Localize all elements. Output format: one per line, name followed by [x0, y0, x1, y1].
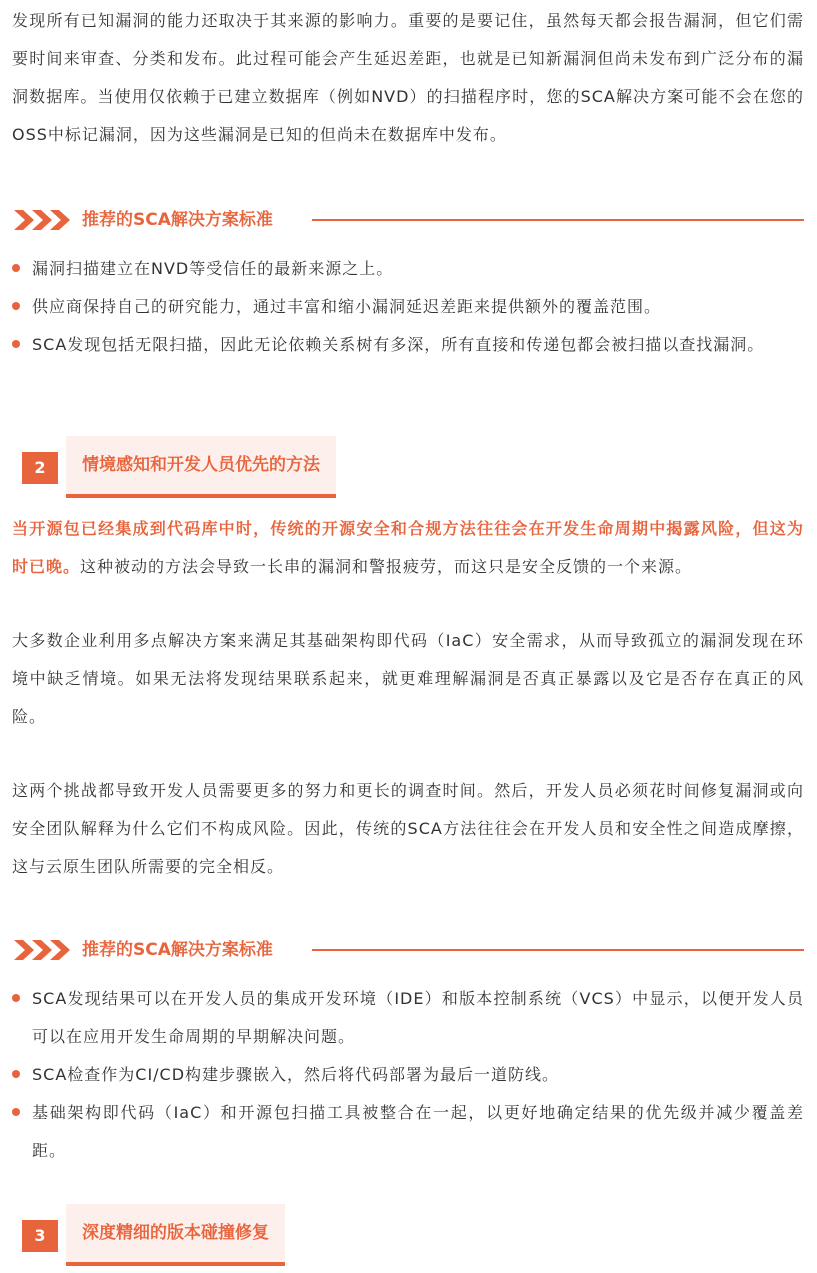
section-number-badge: 3: [22, 1220, 58, 1252]
section-heading-2: [22, 436, 382, 500]
subheader-title: 推荐的SCA解决方案标准: [82, 210, 273, 230]
list-item: SCA发现结果可以在开发人员的集成开发环境（IDE）和版本控制系统（VCS）中显示，以便开发人员可以在应用开发生命周期的早期解决问题。: [12, 980, 804, 1056]
triple-chevron-right-icon: [14, 210, 76, 230]
criteria-list-2: [12, 980, 804, 1170]
highlighted-text: 当开源包已经集成到代码库中时，传统的开源安全和合规方法往往会在开发生命周期中揭露风险，但这为时已晚。: [12, 519, 804, 576]
subheader-divider: [312, 219, 804, 221]
paragraph-vuln-sources: 发现所有已知漏洞的能力还取决于其来源的影响力。重要的是要记住，虽然每天都会报告漏洞，但它们需要时间来审查、分类和发布。此过程可能会产生延迟差距，也就是已知新漏洞但尚未发布到广泛分布的漏洞数据库。当使用仅依赖于已建立数据库（例如NVD）的扫描程序时，您的SCA解决方案可能不会在您的OSS中标记漏洞，因为这些漏洞是已知的但尚未在数据库中发布。: [12, 11, 804, 144]
section-title: 深度精细的版本碰撞修复: [82, 1223, 269, 1243]
orange-dot-icon: [12, 1108, 20, 1116]
orange-dot-icon: [12, 340, 20, 348]
subheader-divider: [312, 949, 804, 951]
section-heading-3: [22, 1204, 382, 1268]
subheader-recommended-criteria-1: [12, 206, 804, 234]
list-item: SCA发现包括无限扫描，因此无论依赖关系树有多深，所有直接和传递包都会被扫描以查找漏洞。: [12, 326, 804, 364]
paragraph-friction: 这两个挑战都导致开发人员需要更多的努力和更长的调查时间。然后，开发人员必须花时间修复漏洞或向安全团队解释为什么它们不构成风险。因此，传统的SCA方法往往会在开发人员和安全性之间造成摩擦，这与云原生团队所需要的完全相反。: [12, 781, 804, 876]
list-item: 供应商保持自己的研究能力，通过丰富和缩小漏洞延迟差距来提供额外的覆盖范围。: [12, 288, 804, 326]
paragraph-iac-context: 大多数企业利用多点解决方案来满足其基础架构即代码（IaC）安全需求，从而导致孤立的漏洞发现在环境中缺乏情境。如果无法将发现结果联系起来，就更难理解漏洞是否真正暴露以及它是否存在真正的风险。: [12, 631, 804, 726]
orange-dot-icon: [12, 1070, 20, 1078]
section-title-box: [66, 436, 336, 498]
list-item: 漏洞扫描建立在NVD等受信任的最新来源之上。: [12, 250, 804, 288]
orange-dot-icon: [12, 302, 20, 310]
orange-dot-icon: [12, 994, 20, 1002]
paragraph-passive-approach: [12, 510, 804, 586]
orange-dot-icon: [12, 264, 20, 272]
section-title: 情境感知和开发人员优先的方法: [82, 455, 320, 475]
subheader-recommended-criteria-2: [12, 936, 804, 964]
triple-chevron-right-icon: [14, 940, 76, 960]
list-item: SCA检查作为CI/CD构建步骤嵌入，然后将代码部署为最后一道防线。: [12, 1056, 804, 1094]
list-item: 基础架构即代码（IaC）和开源包扫描工具被整合在一起，以更好地确定结果的优先级并减少覆盖差距。: [12, 1094, 804, 1170]
subheader-title: 推荐的SCA解决方案标准: [82, 940, 273, 960]
section-number-badge: 2: [22, 452, 58, 484]
section-title-box: [66, 1204, 285, 1266]
criteria-list-1: [12, 250, 804, 364]
paragraph-text: 这种被动的方法会导致一长串的漏洞和警报疲劳，而这只是安全反馈的一个来源。: [80, 557, 693, 576]
